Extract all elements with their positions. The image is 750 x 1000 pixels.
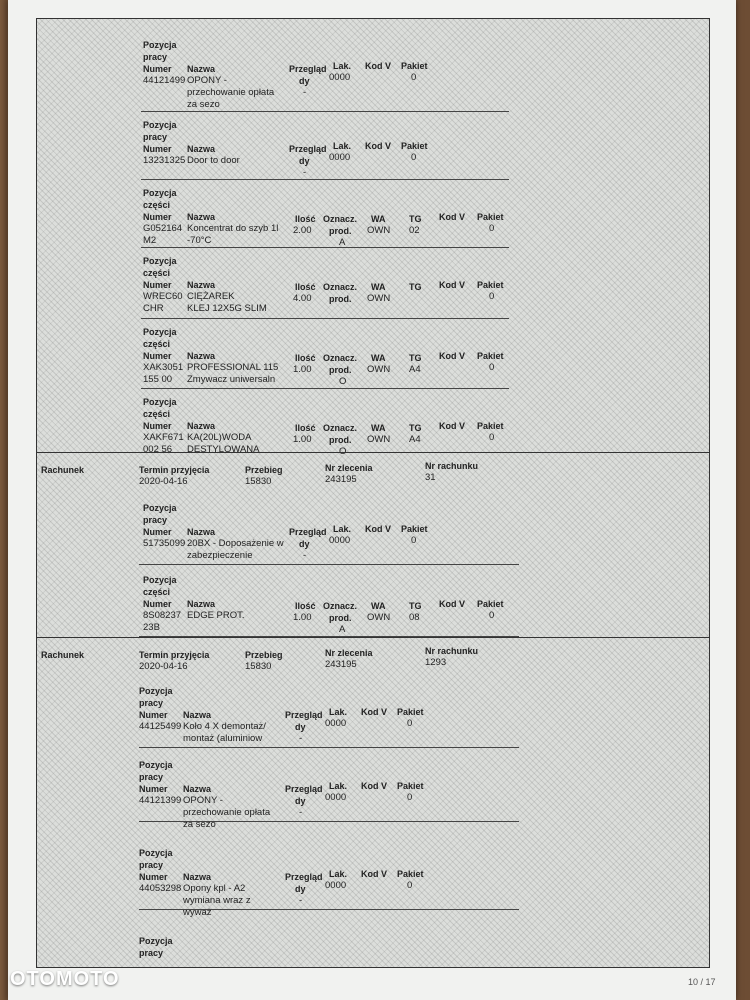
przeglad-label: Przegląd [285, 710, 323, 720]
ilosc-label: Ilość [295, 601, 316, 611]
przeglad-label: dy [295, 796, 306, 806]
nr-rachunku-label: Nr rachunku [425, 461, 479, 471]
numer-value: 51735099 [143, 538, 186, 549]
przeglad-label: dy [299, 539, 310, 549]
nazwa-label: Nazwa [187, 527, 216, 537]
pakiet-label: Pakiet [477, 599, 504, 609]
przeglad-label: dy [295, 722, 306, 732]
pakiet-value: 0 [489, 291, 495, 302]
lak-value: 0000 [329, 152, 351, 163]
pakiet-label: Pakiet [477, 280, 504, 290]
item-type-label: Pozycja [143, 256, 177, 266]
ilosc-value: 2.00 [293, 225, 312, 236]
termin-value: 2020-04-16 [139, 476, 188, 487]
nazwa-label: Nazwa [183, 872, 212, 882]
wa-value: OWN [367, 293, 391, 304]
tg-label: TG [409, 601, 422, 611]
item-type-label: części [143, 587, 171, 597]
kodv-label: Kod V [361, 707, 387, 717]
item-type-label: Pozycja [143, 120, 177, 130]
nazwa-value: za sezo [183, 819, 216, 830]
item-type-label: pracy [143, 515, 168, 525]
ilosc-value: 1.00 [293, 434, 312, 445]
numer-value: M2 [143, 235, 157, 246]
przebieg-label: Przebieg [245, 465, 283, 475]
numer-label: Numer [139, 784, 168, 794]
pakiet-label: Pakiet [477, 421, 504, 431]
tg-value: A4 [409, 434, 421, 445]
document-page [8, 0, 736, 1000]
tg-label: TG [409, 214, 422, 224]
lak-value: 0000 [325, 718, 347, 729]
ilosc-label: Ilość [295, 353, 316, 363]
tg-value: A4 [409, 364, 421, 375]
rachunek-divider [37, 637, 709, 638]
tg-value: 02 [409, 225, 420, 236]
item-type-label: pracy [143, 132, 168, 142]
kodv-label: Kod V [439, 599, 465, 609]
item-type-label: części [143, 409, 171, 419]
pakiet-value: 0 [489, 432, 495, 443]
lak-label: Lak. [333, 524, 352, 534]
nr-rachunku-label: Nr rachunku [425, 646, 479, 656]
pakiet-value: 0 [407, 718, 413, 729]
item-type-label: części [143, 200, 171, 210]
wa-value: OWN [367, 225, 391, 236]
numer-value: 13231325 [143, 155, 186, 166]
przeglad-value: - [303, 550, 307, 561]
row-divider [139, 821, 519, 822]
row-divider [139, 564, 519, 565]
nr-zlecenia-label: Nr zlecenia [325, 463, 373, 473]
nazwa-label: Nazwa [183, 710, 212, 720]
row-divider [141, 388, 509, 389]
rachunek-divider [37, 452, 709, 453]
oznacz-label: Oznacz. [323, 353, 358, 363]
termin-label: Termin przyjęcia [139, 465, 210, 475]
ilosc-value: 1.00 [293, 612, 312, 623]
numer-label: Numer [143, 64, 172, 74]
numer-value: 155 00 [143, 374, 173, 385]
pakiet-value: 0 [489, 610, 495, 621]
item-type-label: Pozycja [143, 40, 177, 50]
item-type-label: Pozycja [143, 575, 177, 585]
numer-value: XAKF671 [143, 432, 184, 443]
pakiet-value: 0 [489, 362, 495, 373]
nazwa-value: za sezo [187, 99, 220, 110]
nazwa-value: CIĘŻAREK [187, 291, 235, 302]
item-type-label: pracy [139, 860, 164, 870]
wa-value: OWN [367, 434, 391, 445]
pakiet-label: Pakiet [397, 869, 424, 879]
item-type-label: części [143, 339, 171, 349]
nazwa-value: Door to door [187, 155, 240, 166]
nazwa-value: montaż (aluminiow [183, 733, 263, 744]
pakiet-value: 0 [407, 880, 413, 891]
row-divider [141, 247, 509, 248]
numer-value: 44121399 [139, 795, 182, 806]
oznacz-label: prod. [329, 294, 352, 304]
row-divider [141, 318, 509, 319]
nazwa-value: Zmywacz uniwersaln [187, 374, 276, 385]
numer-label: Numer [143, 144, 172, 154]
wa-label: WA [371, 282, 386, 292]
wa-value: OWN [367, 364, 391, 375]
przeglad-value: - [299, 733, 303, 744]
numer-value: CHR [143, 303, 164, 314]
numer-label: Numer [139, 710, 168, 720]
pakiet-value: 0 [407, 792, 413, 803]
kodv-label: Kod V [439, 351, 465, 361]
numer-label: Numer [143, 351, 172, 361]
numer-value: 002 56 [143, 444, 173, 455]
tg-label: TG [409, 353, 422, 363]
numer-value: 44121499 [143, 75, 186, 86]
lak-label: Lak. [333, 141, 352, 151]
lak-value: 0000 [329, 535, 351, 546]
przeglad-value: - [299, 895, 303, 906]
przebieg-value: 15830 [245, 476, 272, 487]
lak-label: Lak. [329, 869, 348, 879]
oznacz-label: prod. [329, 226, 352, 236]
przeglad-value: - [299, 807, 303, 818]
rachunek-label: Rachunek [41, 650, 85, 660]
numer-label: Numer [143, 280, 172, 290]
nazwa-value: OPONY - [183, 795, 223, 806]
nr-zlecenia-label: Nr zlecenia [325, 648, 373, 658]
nazwa-value: przechowanie opłata [183, 807, 271, 818]
numer-label: Numer [143, 421, 172, 431]
nazwa-label: Nazwa [187, 421, 216, 431]
rachunek-label: Rachunek [41, 465, 85, 475]
watermark-logo: OTOMOTO [10, 968, 120, 990]
pakiet-value: 0 [411, 535, 417, 546]
nazwa-value: KLEJ 12X5G SLIM [187, 303, 267, 314]
item-type-label: Pozycja [139, 848, 173, 858]
item-type-label: Pozycja [139, 936, 173, 946]
przeglad-label: dy [299, 76, 310, 86]
lak-label: Lak. [333, 61, 352, 71]
nazwa-value: -70°C [187, 235, 212, 246]
numer-value: 44053298 [139, 883, 182, 894]
oznacz-label: Oznacz. [323, 282, 358, 292]
nazwa-label: Nazwa [187, 144, 216, 154]
nr-zlecenia-value: 243195 [325, 474, 357, 485]
oznacz-value: O [339, 446, 347, 457]
kodv-label: Kod V [439, 421, 465, 431]
pakiet-label: Pakiet [477, 351, 504, 361]
oznacz-value: A [339, 624, 346, 635]
kodv-label: Kod V [365, 61, 391, 71]
nazwa-value: wyważ [183, 907, 212, 918]
numer-value: 23B [143, 622, 160, 633]
pakiet-label: Pakiet [477, 212, 504, 222]
nazwa-value: zabezpieczenie [187, 550, 253, 561]
przeglad-label: Przegląd [285, 784, 323, 794]
kodv-label: Kod V [439, 212, 465, 222]
przeglad-label: dy [299, 156, 310, 166]
przebieg-value: 15830 [245, 661, 272, 672]
nazwa-value: wymiana wraz z [183, 895, 251, 906]
nr-rachunku-value: 1293 [425, 657, 447, 668]
nazwa-value: DESTYLOWANA [187, 444, 260, 455]
przeglad-label: Przegląd [285, 872, 323, 882]
nazwa-label: Nazwa [183, 784, 212, 794]
pakiet-label: Pakiet [397, 707, 424, 717]
nazwa-value: Opony kpl - A2 [183, 883, 246, 894]
lak-value: 0000 [325, 792, 347, 803]
lak-label: Lak. [329, 781, 348, 791]
kodv-label: Kod V [361, 781, 387, 791]
item-type-label: Pozycja [139, 760, 173, 770]
wa-value: OWN [367, 612, 391, 623]
item-type-label: pracy [143, 52, 168, 62]
przeglad-label: Przegląd [289, 527, 327, 537]
pakiet-value: 0 [489, 223, 495, 234]
przeglad-label: dy [295, 884, 306, 894]
nazwa-label: Nazwa [187, 280, 216, 290]
tg-label: TG [409, 282, 422, 292]
tg-value: 08 [409, 612, 420, 623]
numer-label: Numer [143, 212, 172, 222]
oznacz-label: Oznacz. [323, 601, 358, 611]
ilosc-value: 4.00 [293, 293, 312, 304]
numer-value: XAK3051 [143, 362, 184, 373]
nr-rachunku-value: 31 [425, 472, 436, 483]
wa-label: WA [371, 214, 386, 224]
nazwa-value: EDGE PROT. [187, 610, 245, 621]
tg-label: TG [409, 423, 422, 433]
przebieg-label: Przebieg [245, 650, 283, 660]
oznacz-label: Oznacz. [323, 214, 358, 224]
item-type-label: Pozycja [143, 327, 177, 337]
termin-label: Termin przyjęcia [139, 650, 210, 660]
numer-value: 8S08237 [143, 610, 182, 621]
numer-label: Numer [143, 599, 172, 609]
numer-value: G052164 [143, 223, 183, 234]
item-type-label: Pozycja [143, 503, 177, 513]
oznacz-label: Oznacz. [323, 423, 358, 433]
lak-value: 0000 [329, 72, 351, 83]
nazwa-value: OPONY - [187, 75, 227, 86]
pakiet-label: Pakiet [401, 61, 428, 71]
lak-value: 0000 [325, 880, 347, 891]
numer-value: WREC60 [143, 291, 183, 302]
pakiet-value: 0 [411, 72, 417, 83]
row-divider [139, 909, 519, 910]
pakiet-label: Pakiet [401, 141, 428, 151]
wa-label: WA [371, 601, 386, 611]
nazwa-value: przechowanie opłata [187, 87, 275, 98]
row-divider [141, 111, 509, 112]
numer-value: 44125499 [139, 721, 182, 732]
nazwa-label: Nazwa [187, 212, 216, 222]
item-type-label: Pozycja [139, 686, 173, 696]
kodv-label: Kod V [365, 524, 391, 534]
przeglad-value: - [303, 167, 307, 178]
numer-label: Numer [143, 527, 172, 537]
numer-label: Numer [139, 872, 168, 882]
nazwa-value: PROFESSIONAL 115 [187, 362, 279, 373]
kodv-label: Kod V [361, 869, 387, 879]
przeglad-label: Przegląd [289, 144, 327, 154]
ilosc-value: 1.00 [293, 364, 312, 375]
row-divider [141, 179, 509, 180]
page-number: 10 / 17 [688, 977, 716, 987]
oznacz-label: prod. [329, 435, 352, 445]
nazwa-label: Nazwa [187, 351, 216, 361]
oznacz-value: A [339, 237, 346, 248]
oznacz-label: prod. [329, 365, 352, 375]
oznacz-value: O [339, 376, 347, 387]
invoice-table [36, 18, 710, 968]
kodv-label: Kod V [365, 141, 391, 151]
pakiet-value: 0 [411, 152, 417, 163]
ilosc-label: Ilość [295, 423, 316, 433]
nr-zlecenia-value: 243195 [325, 659, 357, 670]
termin-value: 2020-04-16 [139, 661, 188, 672]
lak-label: Lak. [329, 707, 348, 717]
item-type-label: pracy [139, 948, 164, 958]
nazwa-value: 20BX - Doposażenie w [187, 538, 284, 549]
przeglad-label: Przegląd [289, 64, 327, 74]
przeglad-value: - [303, 87, 307, 98]
ilosc-label: Ilość [295, 282, 316, 292]
nazwa-label: Nazwa [187, 599, 216, 609]
item-type-label: pracy [139, 772, 164, 782]
wa-label: WA [371, 353, 386, 363]
ilosc-label: Ilość [295, 214, 316, 224]
wa-label: WA [371, 423, 386, 433]
item-type-label: pracy [139, 698, 164, 708]
item-type-label: Pozycja [143, 397, 177, 407]
nazwa-label: Nazwa [187, 64, 216, 74]
nazwa-value: Koncentrat do szyb 1l [187, 223, 279, 234]
oznacz-label: prod. [329, 613, 352, 623]
pakiet-label: Pakiet [401, 524, 428, 534]
nazwa-value: Koło 4 X demontaż/ [183, 721, 266, 732]
pakiet-label: Pakiet [397, 781, 424, 791]
row-divider [139, 747, 519, 748]
nazwa-value: KA(20L)WODA [187, 432, 252, 443]
kodv-label: Kod V [439, 280, 465, 290]
item-type-label: części [143, 268, 171, 278]
item-type-label: Pozycja [143, 188, 177, 198]
